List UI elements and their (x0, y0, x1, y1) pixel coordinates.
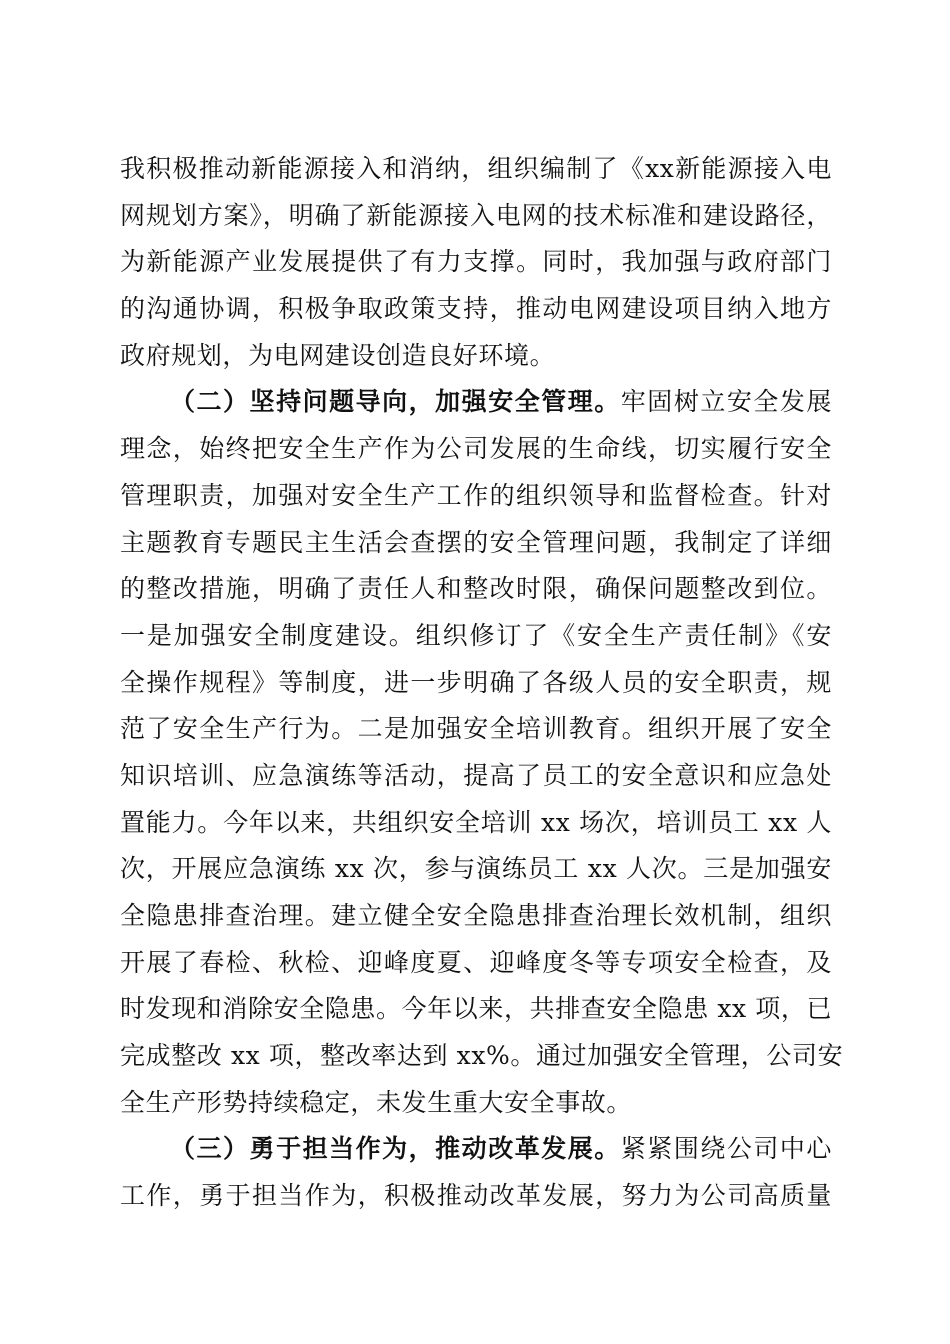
text-segment: 紧紧围绕公司中心 (620, 1134, 832, 1164)
text-line: 全隐患排查治理。建立健全安全隐患排查治理长效机制，组织 (120, 901, 832, 930)
text-segment: 牢固树立安全发展 (620, 387, 832, 417)
text-line: 理念，始终把安全生产作为公司发展的生命线，切实履行安全 (120, 434, 832, 464)
text-line: 次，开展应急演练 xx 次，参与演练员工 xx 人次。三是加强安 (120, 854, 832, 884)
text-line: 政府规划，为电网建设创造良好环境。 (120, 340, 556, 370)
text-line: 的整改措施，明确了责任人和整改时限，确保问题整改到位。 (120, 574, 832, 604)
text-line: 我积极推动新能源接入和消纳，组织编制了《xx新能源接入电 (120, 154, 832, 183)
body-text (120, 146, 844, 1220)
text-line: 为新能源产业发展提供了有力支撑。同时，我加强与政府部门 (120, 247, 832, 277)
text-line: 知识培训、应急演练等活动，提高了员工的安全意识和应急处 (120, 760, 832, 790)
text-line: 工作，勇于担当作为，积极推动改革发展，努力为公司高质量 (120, 1181, 832, 1211)
text-line: 范了安全生产行为。二是加强安全培训教育。组织开展了安全 (120, 714, 832, 744)
text-line: 开展了春检、秋检、迎峰度夏、迎峰度冬等专项安全检查，及 (120, 947, 832, 977)
text-line: 全生产形势持续稳定，未发生重大安全事故。 (120, 1087, 633, 1117)
text-line: 全操作规程》等制度，进一步明确了各级人员的安全职责，规 (120, 667, 832, 697)
section-3-first-line (120, 1126, 832, 1173)
text-line: 完成整改 xx 项，整改率达到 xx%。通过加强安全管理，公司安 (120, 1041, 844, 1071)
text-line: 一是加强安全制度建设。组织修订了《安全生产责任制》《安 (120, 620, 832, 650)
section-2-heading: （二）坚持问题导向，加强安全管理。 (170, 387, 621, 417)
text-line: 的沟通协调，积极争取政策支持，推动电网建设项目纳入地方 (120, 294, 832, 324)
section-3-heading: （三）勇于担当作为，推动改革发展。 (170, 1134, 621, 1164)
text-line: 网规划方案》，明确了新能源接入电网的技术标准和建设路径， (120, 200, 832, 230)
text-line: 置能力。今年以来，共组织安全培训 xx 场次，培训员工 xx 人 (120, 807, 832, 837)
text-line: 时发现和消除安全隐患。今年以来，共排查安全隐患 xx 项，已 (120, 994, 833, 1024)
text-line: 主题教育专题民主生活会查摆的安全管理问题，我制定了详细 (120, 527, 832, 557)
text-line: 管理职责，加强对安全生产工作的组织领导和监督检查。针对 (120, 480, 832, 510)
section-2-first-line (120, 379, 832, 426)
